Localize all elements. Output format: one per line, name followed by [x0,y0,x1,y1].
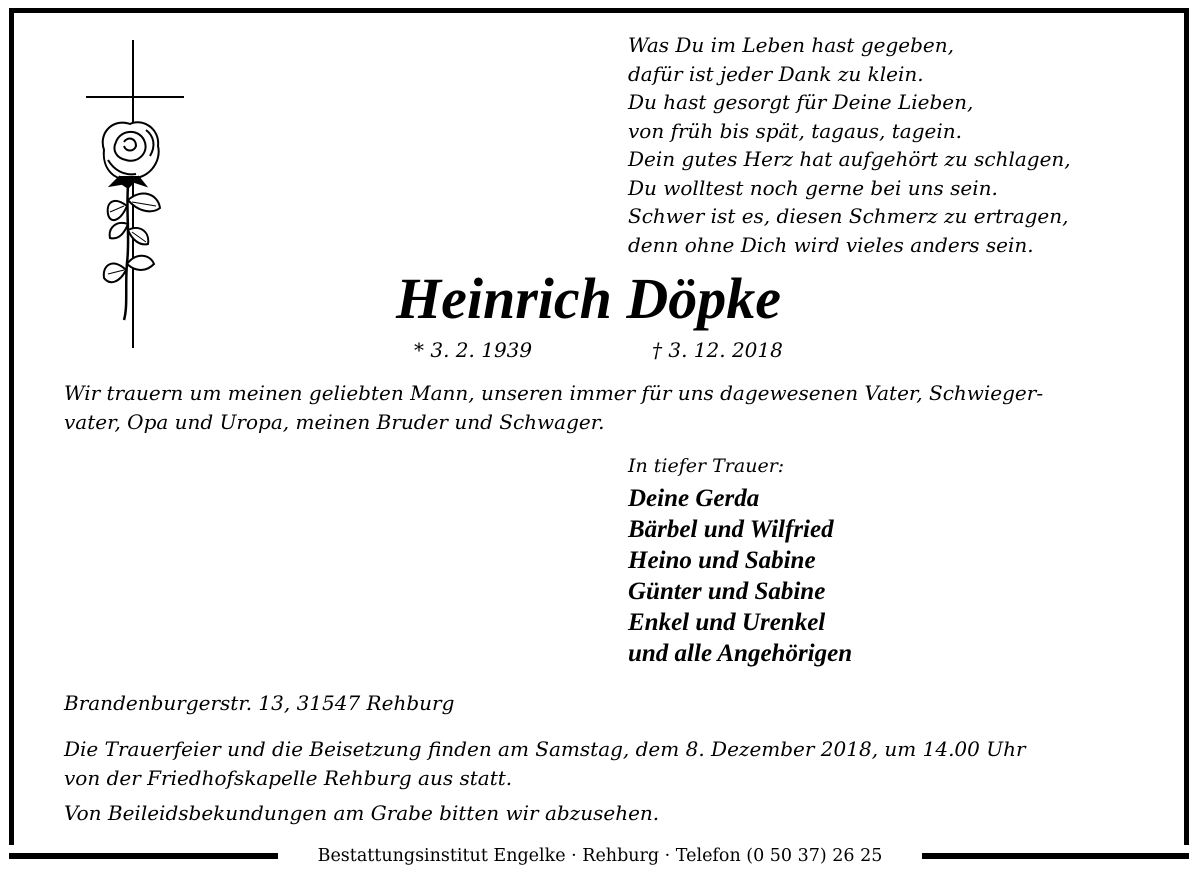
poem-line: dafür ist jeder Dank zu klein. [628,61,924,86]
mourner-name: Enkel und Urenkel [628,609,826,636]
message-line: vater, Opa und Uropa, meinen Bruder und Schwager. [64,410,605,434]
poem-line: Du hast gesorgt für Deine Lieben, [628,90,974,114]
poem [628,31,1071,259]
death-date: † 3. 12. 2018 [652,338,783,362]
mourning-heading: In tiefer Trauer: [628,455,785,477]
poem-line: von früh bis spät, tagaus, tagein. [628,118,963,143]
poem-line: Was Du im Leben hast gegeben, [628,33,954,57]
ceremony-line: von der Friedhofskapelle Rehburg aus statt. [64,766,513,790]
poem-line: Schwer ist es, diesen Schmerz zu ertragen, [628,204,1069,228]
poem-line: denn ohne Dich wird vieles anders sein. [628,232,1034,257]
poem-line: Du wolltest noch gerne bei uns sein. [628,175,998,200]
funeral-home-footer: Bestattungsinstitut Engelke · Rehburg · Telefon (0 50 37) 26 25 [317,846,883,866]
deceased-name: Heinrich Döpke [396,266,782,331]
message-line: Wir trauern um meinen geliebten Mann, unseren immer für uns dagewesenen Vater, Schwieger- [64,381,1044,405]
footer-rule-left [9,853,278,859]
mourners-list [628,483,852,669]
cross-with-rose-icon [80,38,190,350]
mourner-name: Heino und Sabine [628,547,816,574]
birth-date: * 3. 2. 1939 [414,338,533,362]
mourner-name: Günter und Sabine [628,578,826,605]
condolences-note: Von Beileidsbekundungen am Grabe bitten wir abzusehen. [64,801,660,825]
ceremony-line: Die Trauerfeier und die Beisetzung finden am Samstag, dem 8. Dezember 2018, um 14.00 Uhr [64,737,1026,761]
mourner-name: Deine Gerda [628,485,760,512]
address: Brandenburgerstr. 13, 31547 Rehburg [64,691,455,715]
mourner-name: und alle Angehörigen [628,640,853,667]
poem-line: Dein gutes Herz hat aufgehört zu schlagen, [628,147,1071,171]
mourner-name: Bärbel und Wilfried [628,516,834,543]
footer-rule-right [922,853,1189,859]
